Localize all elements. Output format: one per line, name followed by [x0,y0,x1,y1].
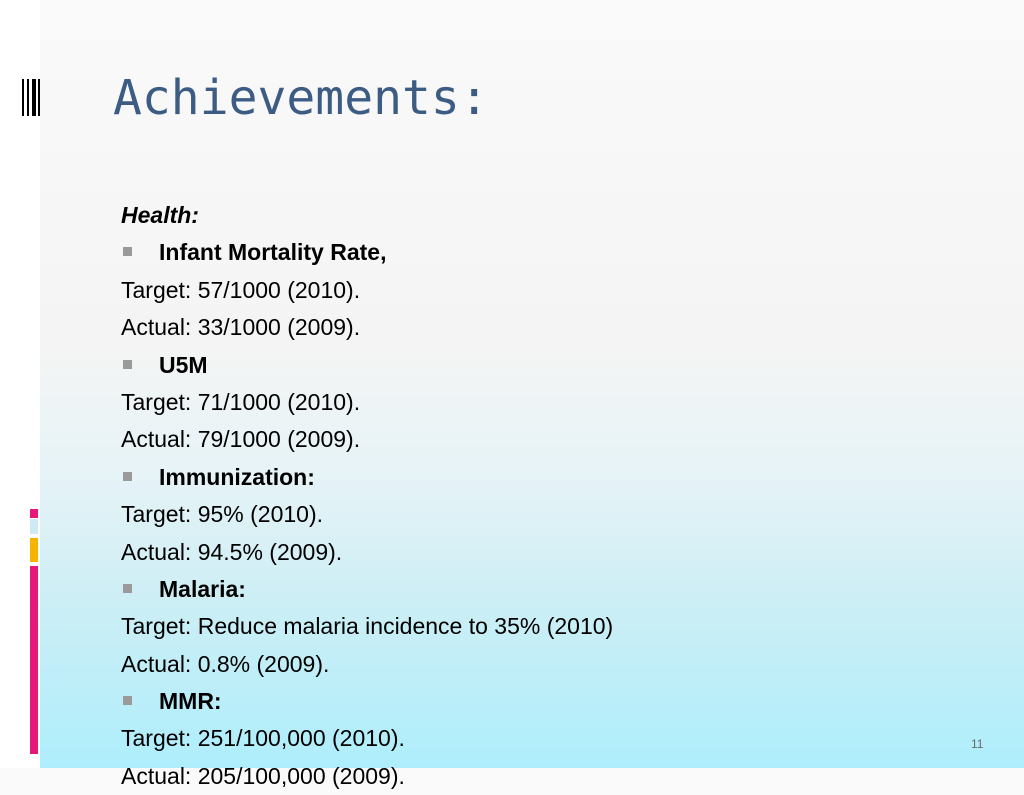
vertical-bars-icon [22,79,40,116]
accent-pink-square [30,509,38,518]
slide-content [121,197,1001,789]
bullet-item [121,683,1001,720]
accent-pink-bar [30,566,38,754]
target-line: Target: Reduce malaria incidence to 35% (2010) [121,613,614,640]
square-bullet-icon [123,472,132,481]
bullet-item [121,571,1001,608]
actual-line: Actual: 79/1000 (2009). [121,426,361,453]
accent-light-blue-bar [30,519,38,534]
section-heading: Health: [121,202,199,228]
bullet-label: U5M [159,351,208,378]
actual-line: Actual: 94.5% (2009). [121,538,343,565]
accent-orange-bar [30,538,38,562]
target-line: Target: 251/100,000 (2010). [121,725,405,752]
target-line: Target: 71/1000 (2010). [121,388,361,415]
bullet-label: Immunization: [159,463,315,490]
square-bullet-icon [123,247,132,256]
square-bullet-icon [123,696,132,705]
bullet-item [121,347,1001,384]
actual-line: Actual: 0.8% (2009). [121,650,330,677]
slide-title: Achievements: [113,70,489,126]
bullet-item [121,234,1001,271]
square-bullet-icon [123,584,132,593]
actual-line: Actual: 33/1000 (2009). [121,314,361,341]
actual-line: Actual: 205/100,000 (2009). [121,762,405,789]
bullet-label: Malaria: [159,575,246,602]
target-line: Target: 95% (2010). [121,501,324,528]
bullet-label: Infant Mortality Rate, [159,239,387,266]
bullet-item [121,459,1001,496]
target-line: Target: 57/1000 (2010). [121,276,361,303]
square-bullet-icon [123,360,132,369]
bullet-label: MMR: [159,688,222,715]
page-number: 11 [971,737,984,751]
